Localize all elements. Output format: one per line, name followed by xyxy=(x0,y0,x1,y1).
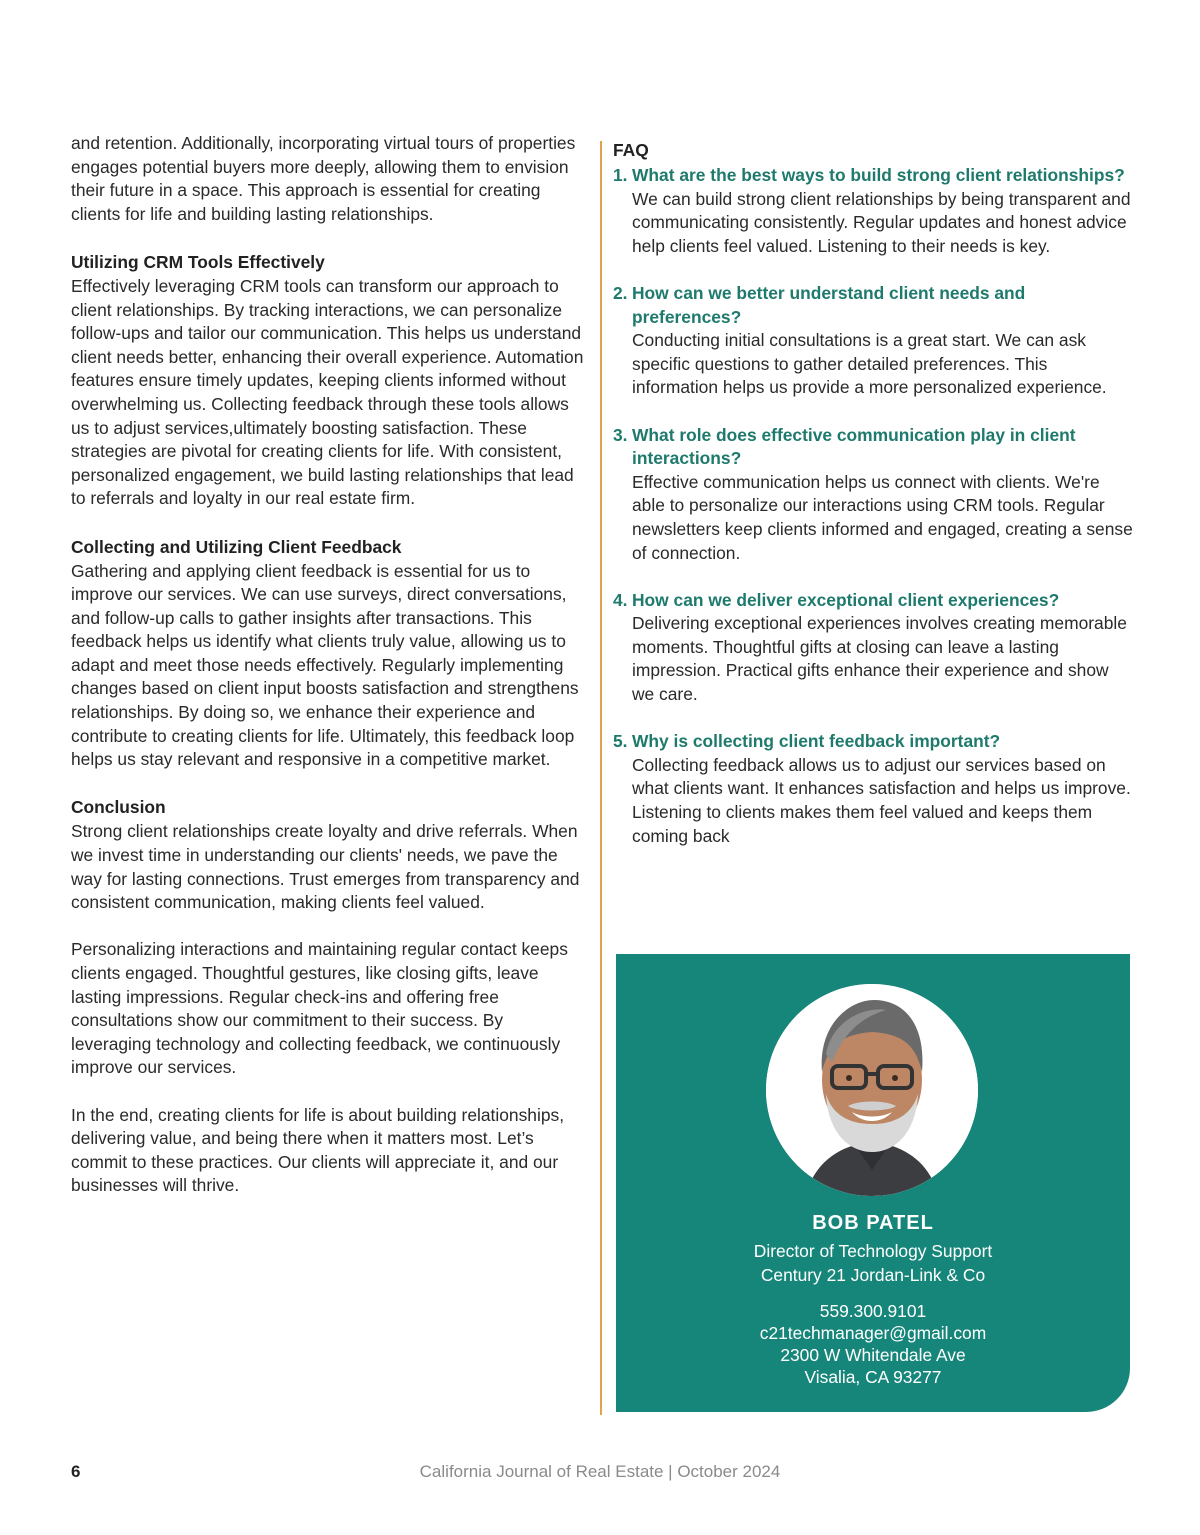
crm-paragraph: Effectively leveraging CRM tools can transform our approach to client relationships. By tracking interactions, we can personalize follow-ups and tailor our communication. This helps us understand client needs better, enhancing their overall experience. Automation features ensure timely updates, keeping clients informed without overwhelming us. Collecting feedback through these tools allows us to adjust services,ultimately boosting satisfaction. These strategies are pivotal for creating clients for life. With consistent, personalized engagement, we build lasting relationships that lead to referrals and loyalty in our real estate firm. xyxy=(71,275,584,509)
column-divider xyxy=(600,141,602,1415)
faq-item-1 xyxy=(613,164,1133,258)
portrait-photo xyxy=(766,984,978,1196)
faq-answer: Effective communication helps us connect with clients. We're able to personalize our interactions using CRM tools. Regular newsletters keep clients informed and engaged, creating a sense of connection. xyxy=(632,471,1133,563)
conclusion-paragraph-1: Strong client relationships create loyalty and drive referrals. When we invest time in understanding our clients' needs, we pave the way for lasting connections. Trust emerges from transparency and consistent communication, making clients feel valued. xyxy=(71,821,580,913)
faq-item-2 xyxy=(613,282,1133,400)
faq-item-4 xyxy=(613,589,1133,707)
faq-question: How can we deliver exceptional client experiences? xyxy=(632,589,1060,610)
faq-title: FAQ xyxy=(613,140,649,160)
feedback-heading: Collecting and Utilizing Client Feedback xyxy=(71,536,402,557)
crm-heading: Utilizing CRM Tools Effectively xyxy=(71,251,325,272)
conclusion-paragraph-2: Personalizing interactions and maintaining regular contact keeps clients engaged. Thoughtful gestures, like closing gifts, leave lasting impressions. Regular check-ins and offering free consultations show our commitment to their success. By leveraging technology and collecting feedback, we continuously improve our services. xyxy=(71,939,568,1078)
faq-answer: Collecting feedback allows us to adjust our services based on what clients want. It enhances satisfaction and helps us improve. Listening to clients makes them feel valued and keeps them coming back xyxy=(632,754,1131,846)
publication-footer: California Journal of Real Estate | October 2024 xyxy=(419,1462,781,1481)
author-role: Director of Technology Support xyxy=(753,1241,993,1261)
faq-section xyxy=(613,138,1133,872)
avatar xyxy=(766,984,978,1196)
author-name: BOB PATEL xyxy=(812,1212,934,1234)
conclusion-paragraph-3: In the end, creating clients for life is about building relationships, delivering value, and being there when it matters most. Let’s commit to these practices. Our clients will appreciate it, and our businesses will thrive. xyxy=(71,1104,565,1196)
author-email: c21techmanager@gmail.com xyxy=(759,1323,987,1343)
faq-answer: Conducting initial consultations is a great start. We can ask specific questions to gather detailed preferences. This information helps us provide a more personalized experience. xyxy=(632,330,1107,398)
faq-question: What are the best ways to build strong client relationships? xyxy=(632,165,1125,185)
faq-answer: Delivering exceptional experiences involves creating memorable moments. Thoughtful gifts at closing can leave a lasting impression. Practical gifts enhance their experience and show we care. xyxy=(632,613,1127,705)
intro-paragraph: and retention. Additionally, incorporating virtual tours of properties engages potential buyers more deeply, allowing them to envision their future in a space. This approach is essential for creating clients for life and building lasting relationships. xyxy=(71,133,576,224)
faq-list xyxy=(613,164,1133,848)
author-address-line-2: Visalia, CA 93277 xyxy=(804,1367,942,1387)
faq-item-5 xyxy=(613,730,1133,848)
faq-number: 1. xyxy=(613,165,628,185)
faq-answer: We can build strong client relationships by being transparent and communicating consistently. Regular updates and honest advice help clients feel valued. Listening to their needs is key. xyxy=(632,188,1131,256)
faq-question: Why is collecting client feedback important? xyxy=(632,731,1001,752)
faq-number: 3. xyxy=(613,424,628,445)
author-company: Century 21 Jordan-Link & Co xyxy=(760,1264,986,1285)
author-title-block xyxy=(616,1240,1130,1287)
article-left-column xyxy=(71,132,586,1222)
faq-number: 4. xyxy=(613,589,628,610)
faq-number: 2. xyxy=(613,282,628,303)
feedback-paragraph: Gathering and applying client feedback is essential for us to improve our services. We can use surveys, direct conversations, and follow-up calls to gather insights after transactions. This feedback helps us identify what clients truly value, allowing us to adapt and meet those needs effectively. Regularly implementing changes based on client input boosts satisfaction and strengthens relationships. By doing so, we enhance their experience and contribute to creating clients for life. Ultimately, this feedback loop helps us stay relevant and responsive in a competitive market. xyxy=(71,560,579,770)
author-contact-block xyxy=(616,1300,1130,1388)
author-address-line-1: 2300 W Whitendale Ave xyxy=(780,1345,966,1365)
author-profile-card xyxy=(616,954,1130,1412)
author-phone: 559.300.9101 xyxy=(819,1301,927,1321)
conclusion-heading: Conclusion xyxy=(71,797,166,818)
page-number: 6 xyxy=(71,1462,81,1481)
faq-question: How can we better understand client needs and preferences? xyxy=(632,282,1026,327)
faq-number: 5. xyxy=(613,731,628,752)
faq-question: What role does effective communication play in client interactions? xyxy=(632,424,1076,469)
faq-item-3 xyxy=(613,424,1133,566)
